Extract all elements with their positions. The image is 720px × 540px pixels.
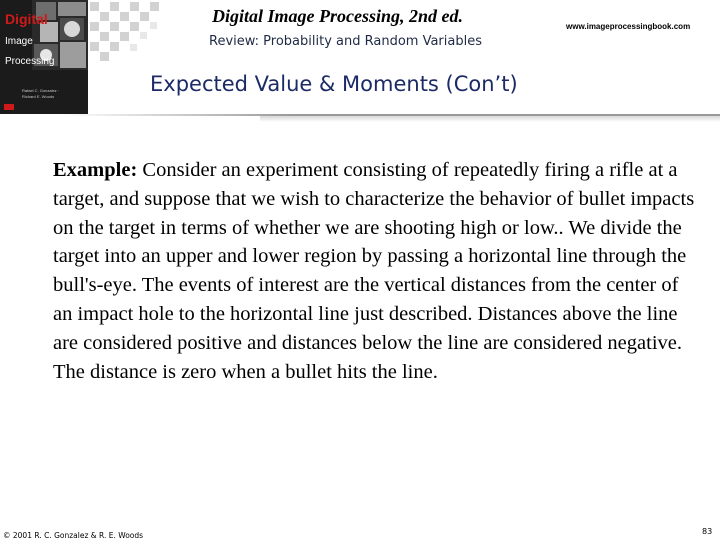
- cover-title-line-3: Processing: [5, 56, 55, 67]
- cover-title: [5, 4, 54, 67]
- slide-title: Expected Value & Moments (Con’t): [150, 72, 518, 96]
- book-title: Digital Image Processing, 2nd ed.: [212, 6, 463, 26]
- section-subtitle: Review: Probability and Random Variables: [209, 34, 482, 49]
- copyright-notice: © 2001 R. C. Gonzalez & R. E. Woods: [3, 531, 144, 540]
- header-square-pattern: [88, 0, 168, 64]
- cover-authors: Rafael C. Gonzalez · Richard E. Woods: [22, 88, 60, 99]
- page-number: 83: [702, 527, 713, 536]
- slide-body: [53, 156, 698, 386]
- cover-title-line-2: Image: [5, 36, 33, 47]
- example-text: Consider an experiment consisting of repeatedly firing a rifle at a target, and suppose that we wish to characterize the behavior of bullet impacts on the target in terms of whether we are shooting high or low.. We divide the target into an upper and lower region by passing a horizontal line through the bull's-eye. The events of interest are the vertical distances from the center of an impact hole to the horizontal line just described. Distances above the line are considered positive and distances below the line are considered negative. The distance is zero when a bullet hits the line.: [53, 159, 695, 383]
- website-url: www.imageprocessingbook.com: [566, 22, 691, 31]
- example-label: Example:: [53, 159, 138, 181]
- book-cover-image: [0, 0, 88, 114]
- publisher-logo-icon: [4, 104, 14, 110]
- cover-title-line-1: Digital: [5, 11, 48, 27]
- header-divider: [60, 114, 720, 122]
